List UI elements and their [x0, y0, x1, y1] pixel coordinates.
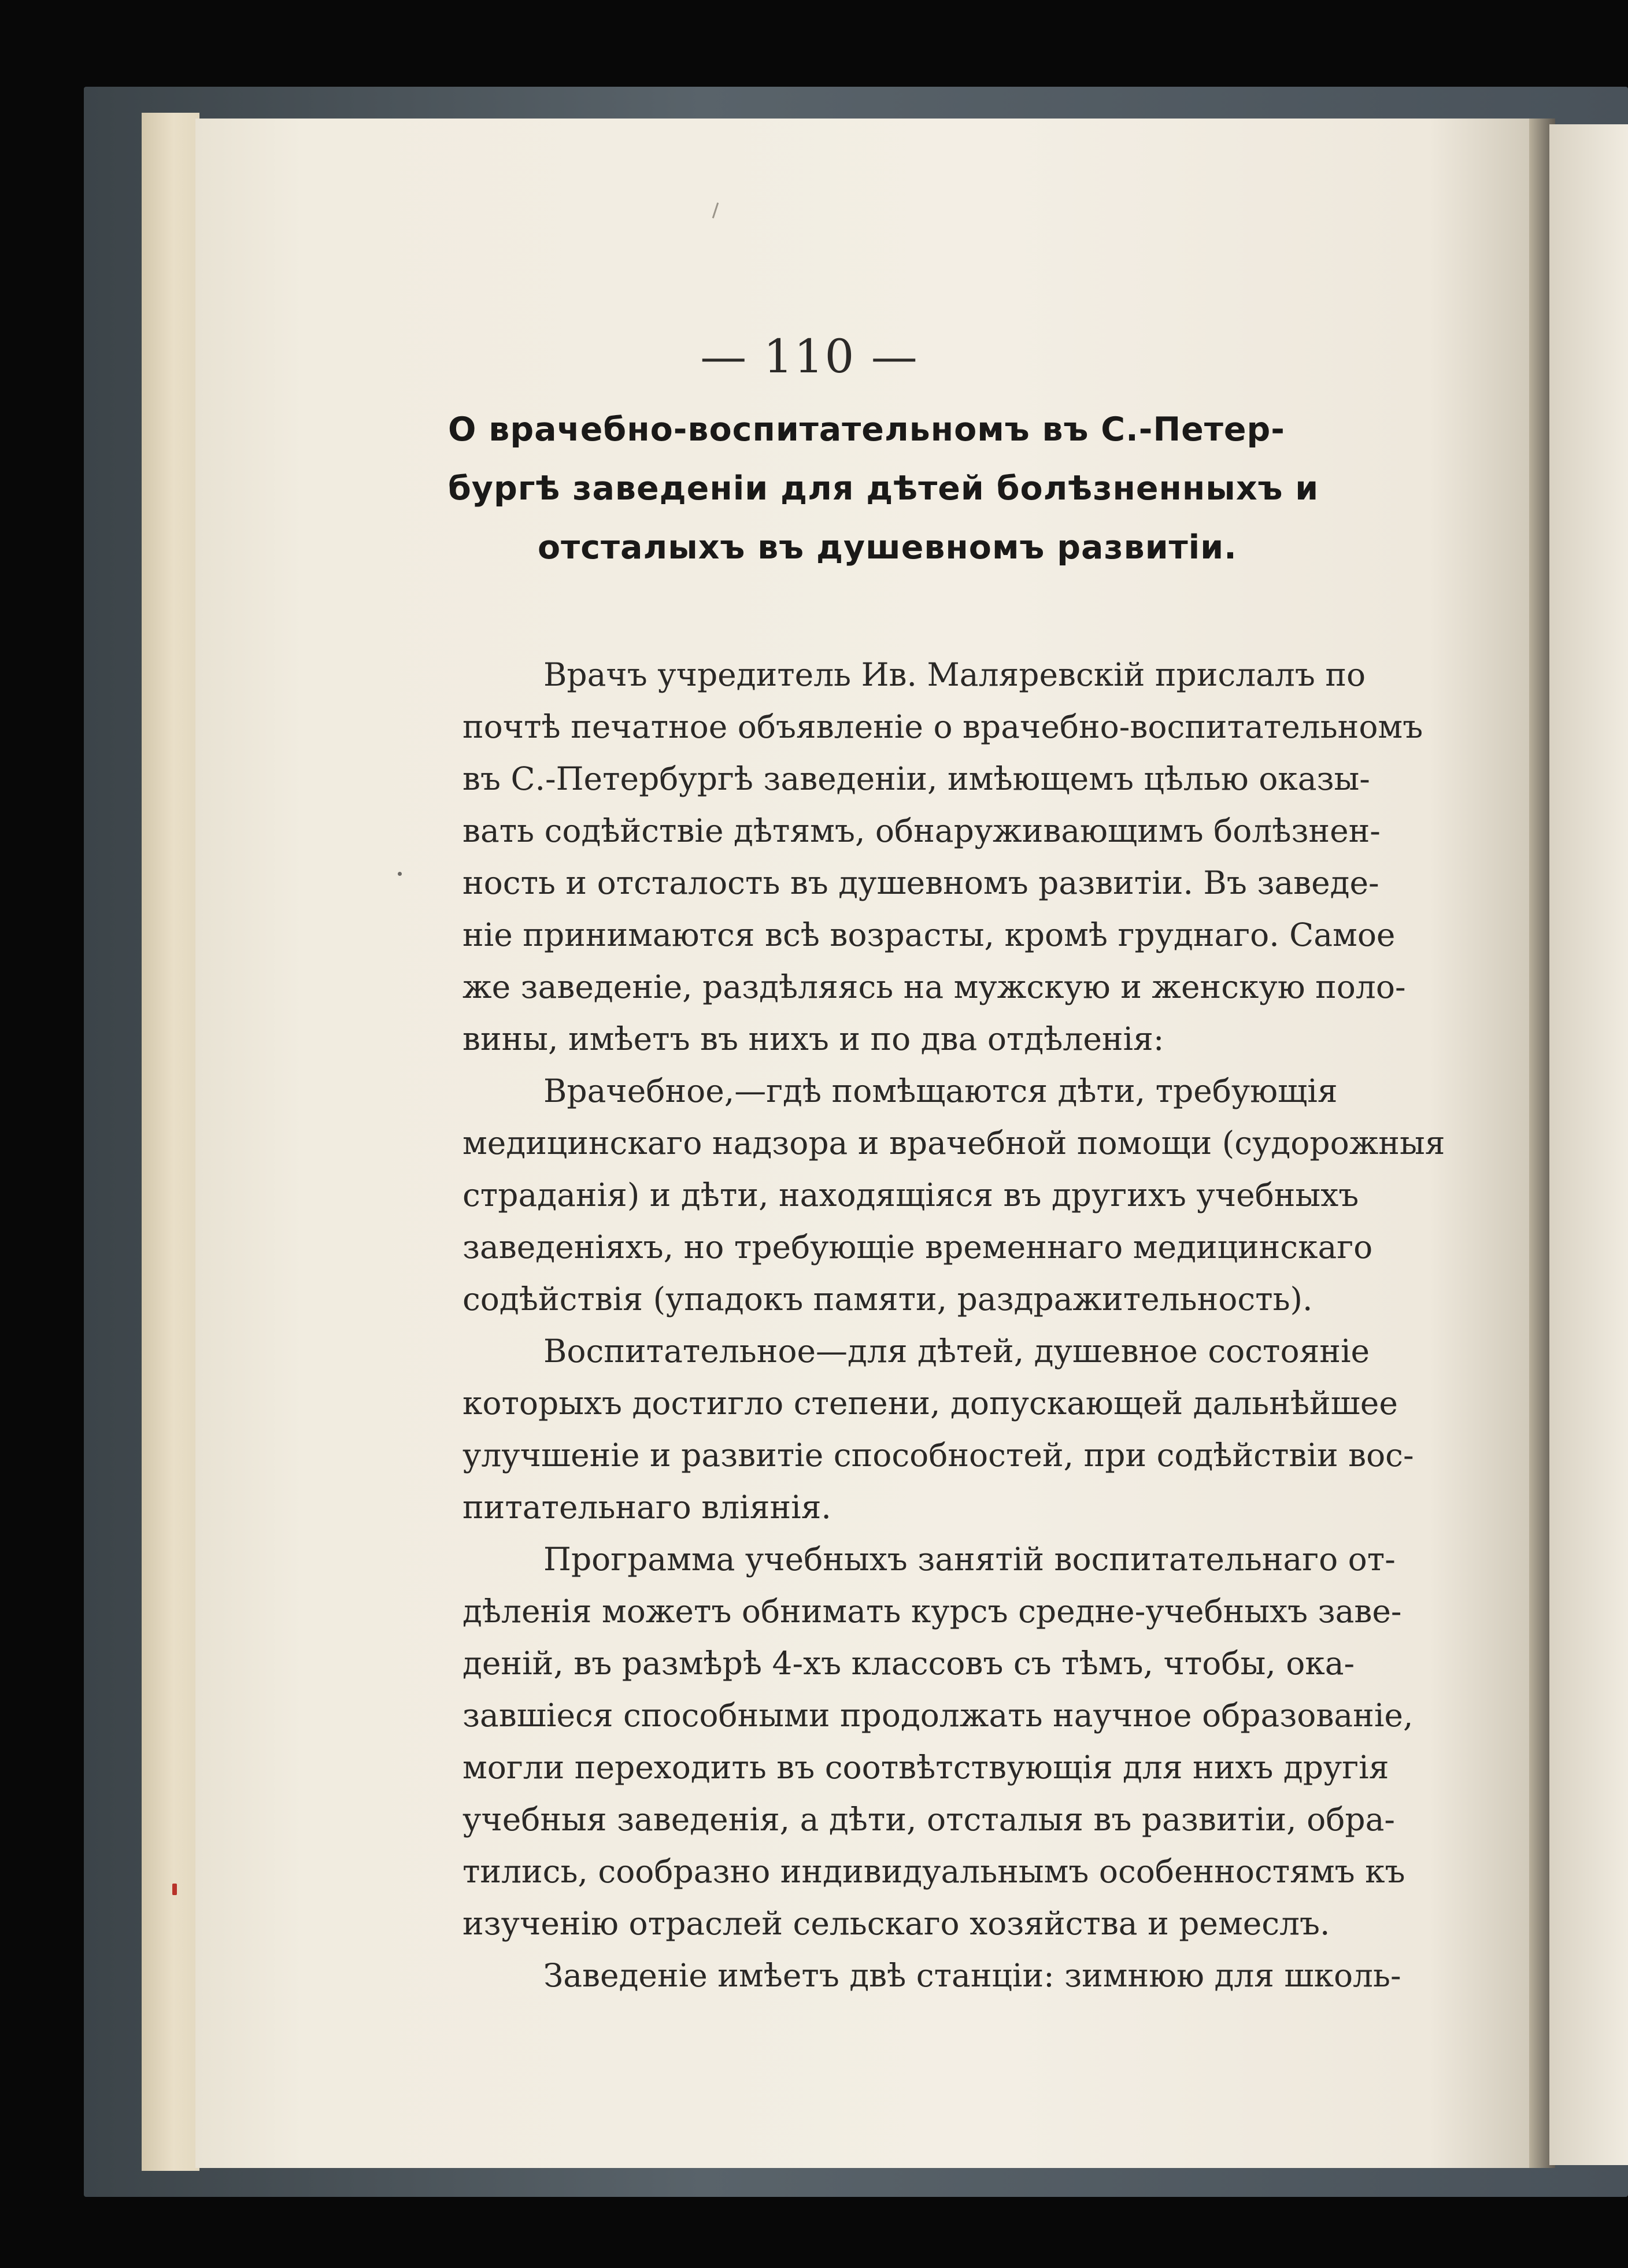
- next-page-edge: [1549, 124, 1628, 2165]
- body-line: ность и отсталость въ душевномъ развитіи. Въ заведе-: [462, 864, 1379, 901]
- body-line: ніе принимаются всѣ возрасты, кромѣ груднаго. Самое: [462, 916, 1396, 953]
- body-line: медицинскаго надзора и врачебной помощи (судорожныя: [462, 1124, 1445, 1161]
- ink-dot: [398, 872, 402, 876]
- body-line: содѣйствія (упадокъ памяти, раздражительность).: [462, 1281, 1313, 1318]
- page-number: — 110 —: [700, 330, 919, 383]
- heading-line-2: бургѣ заведеніи для дѣтей болѣзненныхъ и: [448, 469, 1319, 508]
- body-line: дѣленія можетъ обнимать курсъ средне-учебныхъ заве-: [462, 1593, 1402, 1630]
- body-line: изученію отраслей сельскаго хозяйства и ремеслъ.: [462, 1905, 1330, 1942]
- heading-line-3: отсталыхъ въ душевномъ развитіи.: [538, 528, 1237, 567]
- body-line: же заведеніе, раздѣляясь на мужскую и женскую поло-: [462, 968, 1406, 1005]
- body-line: Воспитательное—для дѣтей, душевное состояніе: [543, 1333, 1370, 1370]
- body-line: страданія) и дѣти, находящіяся въ другихъ учебныхъ: [462, 1176, 1359, 1213]
- body-line: улучшеніе и развитіе способностей, при содѣйствіи вос-: [462, 1437, 1414, 1474]
- body-line: Врачебное,—гдѣ помѣщаются дѣти, требующія: [543, 1072, 1338, 1109]
- heading-line-1: О врачебно-воспитательномъ въ С.-Петер-: [448, 410, 1285, 449]
- body-line: Врачъ учредитель Ив. Маляревскій прислалъ по: [543, 656, 1366, 693]
- page-edge: [142, 113, 199, 2171]
- body-line: деній, въ размѣрѣ 4-хъ классовъ съ тѣмъ, чтобы, ока-: [462, 1645, 1355, 1682]
- body-line: вать содѣйствіе дѣтямъ, обнаруживающимъ болѣзнен-: [462, 812, 1381, 849]
- body-line: которыхъ достигло степени, допускающей дальнѣйшее: [462, 1385, 1398, 1422]
- body-line: вины, имѣетъ въ нихъ и по два отдѣленія:: [462, 1020, 1164, 1057]
- body-line: питательнаго вліянія.: [462, 1489, 831, 1526]
- body-line: почтѣ печатное объявленіе о врачебно-воспитательномъ: [462, 708, 1423, 745]
- body-line: тились, сообразно индивидуальнымъ особенностямъ къ: [462, 1853, 1405, 1890]
- body-line: учебныя заведенія, а дѣти, отсталыя въ развитіи, обра-: [462, 1801, 1395, 1838]
- body-line: въ С.-Петербургѣ заведеніи, имѣющемъ цѣлью оказы-: [462, 760, 1370, 797]
- body-line: завшіеся способными продолжать научное образованіе,: [462, 1697, 1414, 1734]
- body-line: могли переходить въ соотвѣтствующія для нихъ другія: [462, 1749, 1389, 1786]
- body-line: Программа учебныхъ занятій воспитательнаго от-: [543, 1541, 1396, 1578]
- body-line: Заведеніе имѣетъ двѣ станціи: зимнюю для школь-: [543, 1957, 1401, 1994]
- red-mark: [172, 1884, 177, 1895]
- body-line: заведеніяхъ, но требующіе временнаго медицинскаго: [462, 1229, 1373, 1266]
